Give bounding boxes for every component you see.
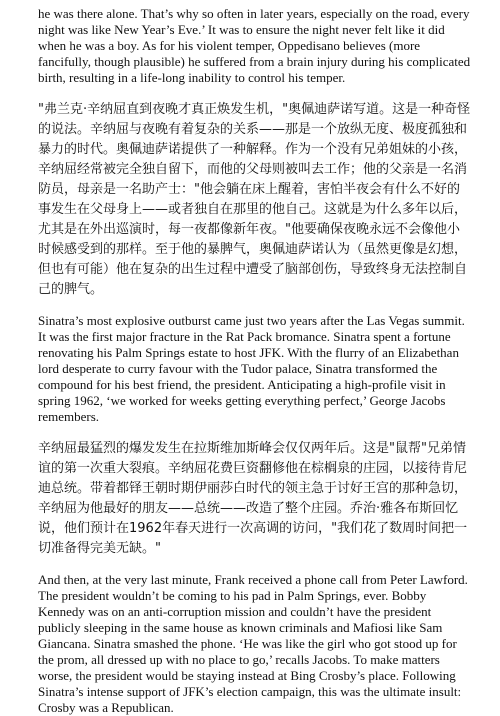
paragraph-en-2: Sinatra’s most explosive outburst came just two years after the Las Vegas summit. It was the first major fracture in the Rat Pack bromance. Sinatra spent a fortune renovating his Palm Springs estate to host JFK. With the flurry of an Elizabethan lord desperate to curry favour with the Tudor palace, Sinatra transformed the compound for his best friend, the president. Anticipating a high-profile visit in spring 1962, ‘we worked for weeks getting everything perfect,’ George Jacobs remembers. — [38, 313, 465, 424]
paragraph-en-1: he was there alone. That’s why so often in later years, especially on the road, every night was like New Year’s Eve.’ It was to ensure the night never felt like it did when he was a boy. As for his violent temper, Oppedisano believes (more fancifully, though plausible) he suffered from a brain injury during his complicated birth, resulting in a life-long inability to control his temper. — [38, 6, 471, 85]
paragraph-zh-1: "弗兰克·辛纳屈直到夜晚才真正焕发生机，"奥佩迪萨诺写道。这是一种奇怪的说法。辛纳屈与夜晚有着复杂的关系——那是一个放纵无度、极度孤独和暴力的时代。奥佩迪萨诺提供了一种解释。作为一个没有兄弟姐妹的小孩，辛纳屈经常被完全独自留下，而他的父母则被叫去工作；他的父亲是一名消防员，母亲是一名助产士："他会躺在床上醒着，害怕半夜会有什么不好的事发生在父母身上——或者独自在那里的他自己。这就是为什么多年以后，尤其是在外出巡演时，每一夜都像新年夜。"他要确保夜晚永远不会像他小时候感受到的那样。至于他的暴脾气，奥佩迪萨诺认为（虽然更像是幻想，但也有可能）他在复杂的出生过程中遭受了脑部创伤，导致终身无法控制自己的脾气。 — [38, 102, 471, 297]
paragraph-zh-2: 辛纳屈最猛烈的爆发发生在拉斯维加斯峰会仅仅两年后。这是"鼠帮"兄弟情谊的第一次重大裂痕。辛纳屈花费巨资翻修他在棕榈泉的庄园，以接待肯尼迪总统。带着都铎王朝时期伊丽莎白时代的领主急于讨好王宫的那种急切，辛纳屈为他最好的朋友——总统——改造了整个庄园。乔治·雅各布斯回忆说，他们预计在1962年春天进行一次高调的访问，"我们花了数周时间把一切准备得完美无缺。" — [38, 441, 468, 556]
document-page — [38, 6, 472, 716]
paragraph-en-3: And then, at the very last minute, Frank received a phone call from Peter Lawford. The president wouldn’t be coming to his pad in Palm Springs, ever. Bobby Kennedy was on an anti-corruption mission and couldn’t have the president publicly sleeping in the same house as known criminals and Mafiosi like Sam Giancana. Sinatra smashed the phone. ‘He was like the girl who got stood up for the prom, all dressed up with no place to go,’ recalls Jacobs. To make matters worse, the president would be staying instead at Bing Crosby’s place. Following Sinatra’s intense support of JFK’s election campaign, this was the ultimate insult: Crosby was a Republican. — [38, 572, 468, 715]
